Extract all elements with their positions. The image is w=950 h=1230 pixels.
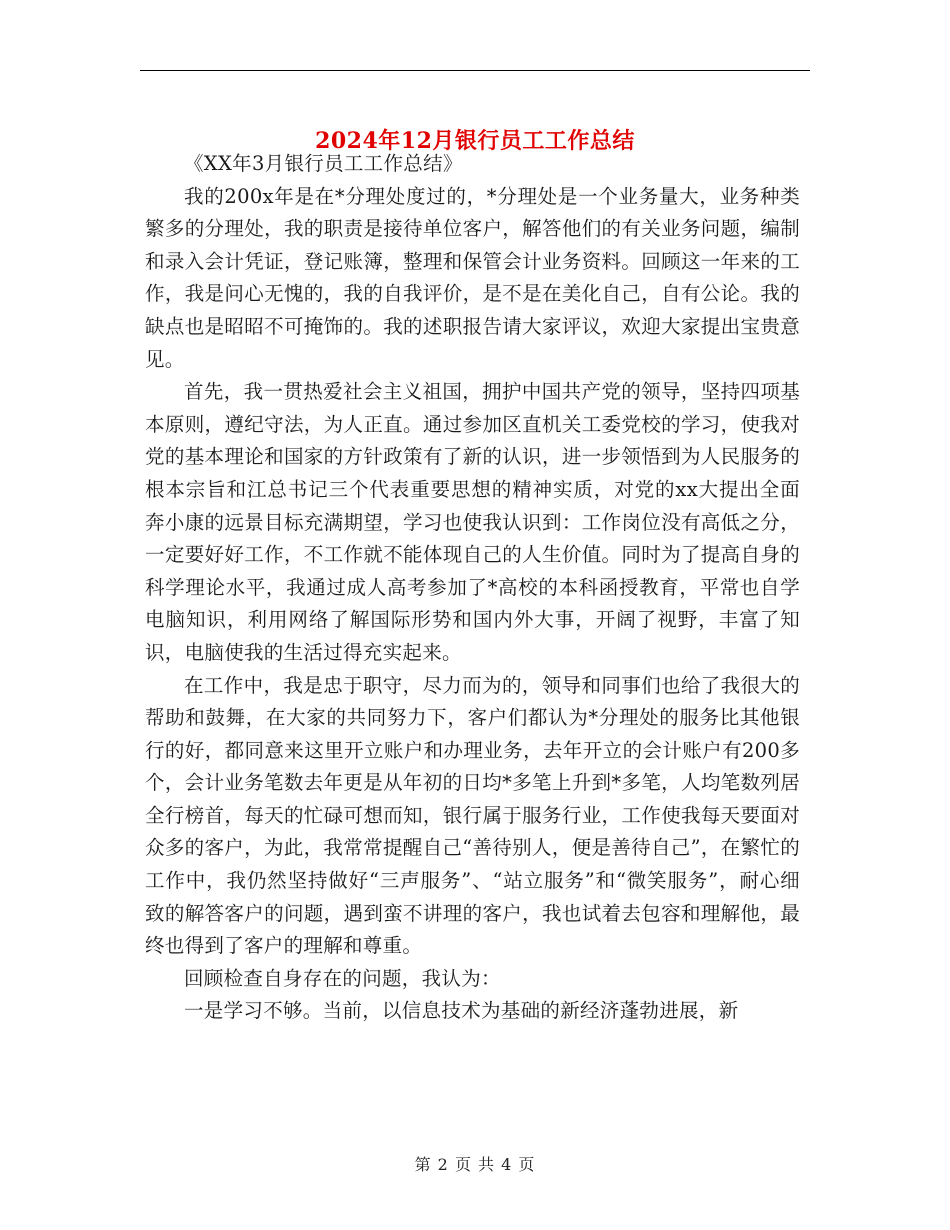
body-paragraph: 我的200x年是在*分理处度过的，*分理处是一个业务量大，业务种类繁多的分理处，我的职责是接待单位客户，解答他们的有关业务问题，编制和录入会计凭证，登记账簿，整理和保管会计业务资料。回顾这一年来的工作，我是问心无愧的，我的自我评价，是不是在美化自己，自有公论。我的缺点也是昭昭不可掩饰的。我的述职报告请大家评议，欢迎大家提出宝贵意见。 (145, 184, 800, 371)
body-paragraph: 首先，我一贯热爱社会主义祖国，拥护中国共产党的领导，坚持四项基本原则，遵纪守法，为人正直。通过参加区直机关工委党校的学习，使我对党的基本理论和国家的方针政策有了新的认识，进一步领悟到为人民服务的根本宗旨和江总书记三个代表重要思想的精神实质，对党的xx大提出全面奔小康的远景目标充满期望，学习也使我认识到：工作岗位没有高低之分，一定要好好工作，不工作就不能体现自己的人生价值。同时为了提高自身的科学理论水平，我通过成人高考参加了*高校的本科函授教育，平常也自学电脑知识，利用网络了解国际形势和国内外大事，开阔了视野，丰富了知识，电脑使我的生活过得充实起来。 (145, 380, 800, 664)
document-title: 2024年12月银行员工工作总结 (315, 127, 635, 154)
body-paragraph: 在工作中，我是忠于职守，尽力而为的，领导和同事们也给了我很大的帮助和鼓舞，在大家的共同努力下，客户们都认为*分理处的服务比其他银行的好，都同意来这里开立账户和办理业务，去年开立的会计账户有200多个，会计业务笔数去年更是从年初的日均*多笔上升到*多笔，人均笔数列居全行榜首，每天的忙碌可想而知，银行属于服务行业，工作使我每天要面对众多的客户，为此，我常常提醒自己“善待别人，便是善待自己”，在繁忙的工作中，我仍然坚持做好“三声服务”、“站立服务”和“微笑服务”，耐心细致的解答客户的问题，遇到蛮不讲理的客户，我也试着去包容和理解他，最终也得到了客户的理解和尊重。 (145, 673, 800, 958)
body-paragraph: 回顾检查自身存在的问题，我认为： (184, 966, 501, 990)
document-body (145, 148, 800, 1028)
page-number: 第 2 页 共 4 页 (414, 1155, 536, 1174)
header-rule (140, 70, 810, 71)
body-paragraph: 一是学习不够。当前，以信息技术为基础的新经济蓬勃进展，新 (184, 999, 739, 1023)
subtitle-paragraph: 《XX年3月银行员工工作总结》 (184, 152, 463, 175)
